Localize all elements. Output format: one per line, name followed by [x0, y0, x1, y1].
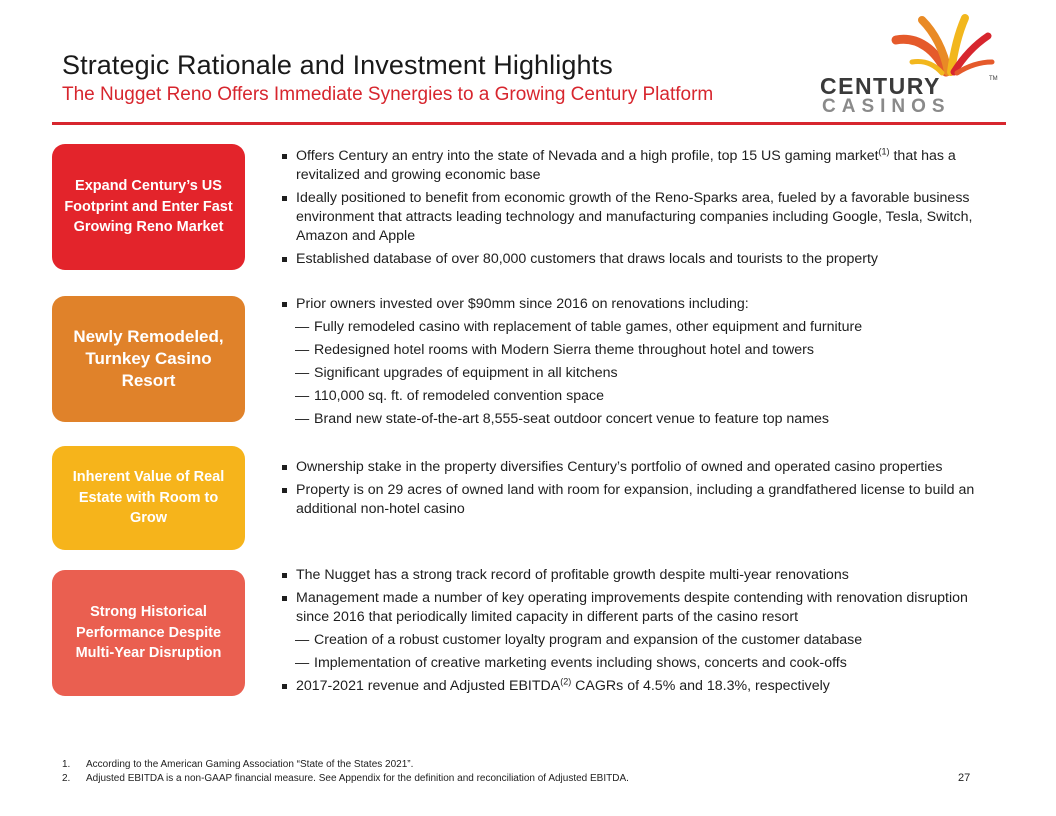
logo-text-casinos: CASINOS: [822, 96, 951, 116]
section-bullets-2: [282, 295, 1002, 433]
bullet-item: Property is on 29 acres of owned land with room for expansion, including a grandfathered license to build an additional non-hotel casino: [282, 481, 1002, 519]
footnote-ref: (1): [878, 146, 890, 157]
sub-bullet-item: — Fully remodeled casino with replacement of table games, other equipment and furniture: [282, 318, 1002, 337]
sub-bullet-item: — 110,000 sq. ft. of remodeled convention space: [282, 387, 1002, 406]
section-label-newly-remodeled: Newly Remodeled, Turnkey Casino Resort: [52, 296, 245, 422]
sub-bullet-item: — Implementation of creative marketing events including shows, concerts and cook-offs: [282, 654, 1002, 673]
section-bullets-1: [282, 147, 1002, 273]
sub-bullet-item: — Redesigned hotel rooms with Modern Sierra theme throughout hotel and towers: [282, 341, 1002, 360]
section-bullets-3: [282, 458, 1002, 523]
page-title: Strategic Rationale and Investment Highlights: [62, 50, 613, 80]
bullet-item: The Nugget has a strong track record of profitable growth despite multi-year renovations: [282, 566, 1002, 585]
section-label-real-estate: Inherent Value of Real Estate with Room to Grow: [52, 446, 245, 550]
bullet-item: Ownership stake in the property diversifies Century’s portfolio of owned and operated casino properties: [282, 458, 1002, 477]
bullet-item: Established database of over 80,000 customers that draws locals and tourists to the property: [282, 250, 1002, 269]
page-number: 27: [958, 772, 971, 784]
century-casinos-logo: [818, 6, 1003, 116]
sub-bullet-item: — Creation of a robust customer loyalty program and expansion of the customer database: [282, 631, 1002, 650]
footnote-item: 1. According to the American Gaming Association “State of the States 2021”.: [62, 759, 414, 770]
bullet-item: Prior owners invested over $90mm since 2016 on renovations including:: [282, 295, 1002, 314]
footnote-ref: (2): [560, 676, 572, 687]
bullet-item: Offers Century an entry into the state of Nevada and a high profile, top 15 US gaming market$^{(1)}$ that has a revitalized and growing economic base: [282, 147, 1002, 185]
section-bullets-4: [282, 566, 1002, 700]
section-label-historical-performance: Strong Historical Performance Despite Multi-Year Disruption: [52, 570, 245, 696]
header-divider: [52, 122, 1006, 125]
footnote-item: 2. Adjusted EBITDA is a non-GAAP financial measure. See Appendix for the definition and reconciliation of Adjusted EBITDA.: [62, 772, 629, 784]
bullet-item: 2017-2021 revenue and Adjusted EBITDA$^{(2)}$ CAGRs of 4.5% and 18.3%, respectively: [282, 677, 1002, 696]
bullet-item: Management made a number of key operating improvements despite contending with renovation disruption since 2016 that periodically limited capacity in different parts of the casino resort: [282, 589, 1002, 627]
footnotes: [62, 758, 629, 785]
page-subtitle: The Nugget Reno Offers Immediate Synergies to a Growing Century Platform: [62, 84, 714, 105]
sub-bullet-item: — Brand new state-of-the-art 8,555-seat outdoor concert venue to feature top names: [282, 410, 1002, 429]
bullet-item: Ideally positioned to benefit from economic growth of the Reno-Sparks area, fueled by a favorable business environment that attracts leading technology and manufacturing companies including Google, Tesla, Switch, Amazon and Apple: [282, 189, 1002, 246]
sub-bullet-item: — Significant upgrades of equipment in all kitchens: [282, 364, 1002, 383]
logo-text-century: CENTURY: [820, 73, 941, 99]
section-label-expand-footprint: Expand Century’s US Footprint and Enter Fast Growing Reno Market: [52, 144, 245, 270]
logo-tm: TM: [989, 76, 998, 82]
starburst-icon: [896, 18, 992, 73]
